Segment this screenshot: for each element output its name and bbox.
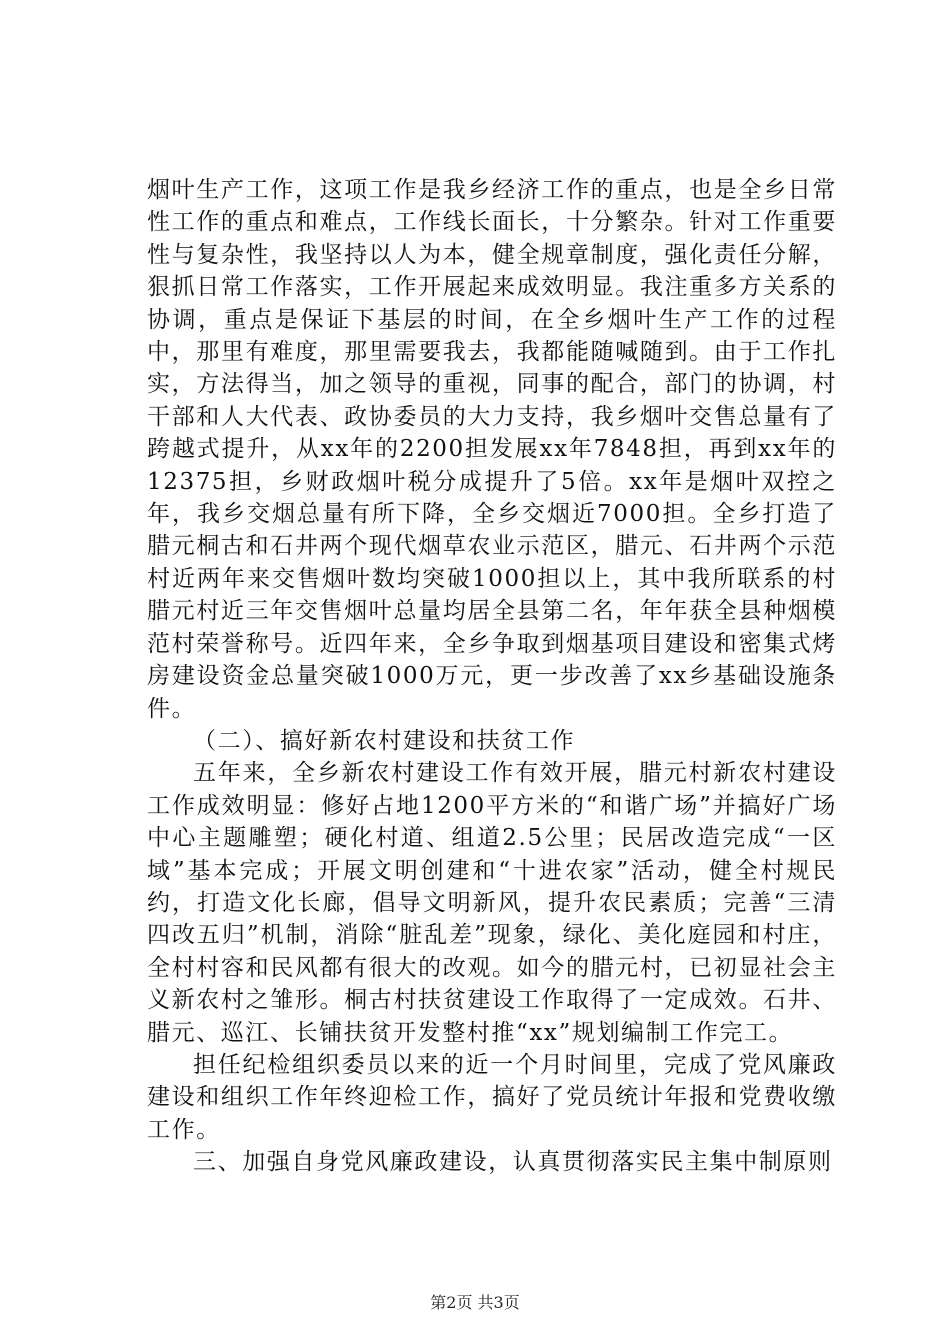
section-heading-integrity-building: 三、加强自身党风廉政建设，认真贯彻落实民主集中制原则	[193, 1149, 833, 1176]
document-body	[147, 174, 837, 1179]
paragraph-new-rural-construction: 五年来，全乡新农村建设工作有效开展，腊元村新农村建设工作成效明显：修好占地1200平方米的“和谐广场”并搞好广场中心主题雕塑；硬化村道、组道2.5公里；民居改造完成“一区域”基本完成；开展文明创建和“十进农家”活动，健全村规民约，打造文化长廊，倡导文明新风，提升农民素质；完善“三清四改五归”机制，消除“脏乱差”现象，绿化、美化庭园和村庄，全村村容和民风都有很大的改观。如今的腊元村，已初显社会主义新农村之雏形。桐古村扶贫建设工作取得了一定成效。石井、腊元、巡江、长铺扶贫开发整村推“xx”规划编制工作完工。	[147, 760, 837, 1046]
paragraph-tobacco-production: 烟叶生产工作，这项工作是我乡经济工作的重点，也是全乡日常性工作的重点和难点，工作线长面长，十分繁杂。针对工作重要性与复杂性，我坚持以人为本，健全规章制度，强化责任分解，狠抓日常工作落实，工作开展起来成效明显。我注重多方关系的协调，重点是保证下基层的时间，在全乡烟叶生产工作的过程中，那里有难度，那里需要我去，我都能随喊随到。由于工作扎实，方法得当，加之领导的重视，同事的配合，部门的协调，村干部和人大代表、政协委员的大力支持，我乡烟叶交售总量有了跨越式提升，从xx年的2200担发展xx年7848担，再到xx年的12375担，乡财政烟叶税分成提升了5倍。xx年是烟叶双控之年，我乡交烟总量有所下降，全乡交烟近7000担。全乡打造了腊元桐古和石井两个现代烟草农业示范区，腊元、石井两个示范村近两年来交售烟叶数均突破1000担以上，其中我所联系的村腊元村近三年交售烟叶总量均居全县第二名，年年获全县种烟模范村荣誉称号。近四年来，全乡争取到烟基项目建设和密集式烤房建设资金总量突破1000万元，更一步改善了xx乡基础设施条件。	[147, 177, 837, 722]
paragraph-discipline-inspection: 担任纪检组织委员以来的近一个月时间里，完成了党风廉政建设和组织工作年终迎检工作，搞好了党员统计年报和党费收缴工作。	[147, 1051, 837, 1143]
section-heading-new-rural-construction: （二）、搞好新农村建设和扶贫工作	[193, 727, 576, 754]
page-number-footer: 第2页 共3页	[430, 1293, 520, 1312]
